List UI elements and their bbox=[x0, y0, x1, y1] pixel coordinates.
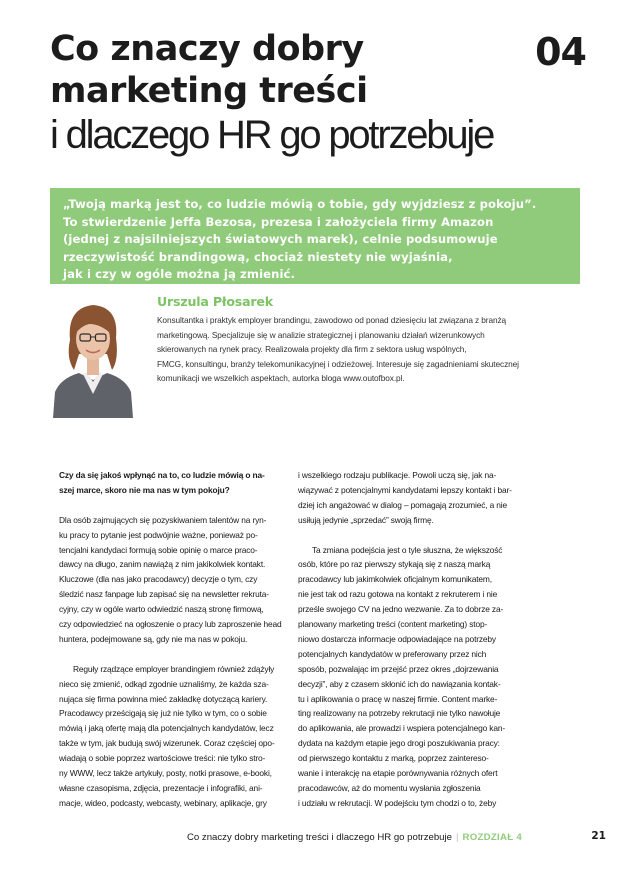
lead-question-line: szej marce, skoro nie ma nas w tym pokoju? bbox=[59, 484, 230, 495]
body-text-line: mówią i jaką ofertę mają dla potencjalnych kandydatów, lecz bbox=[59, 723, 274, 734]
article-title bbox=[50, 28, 530, 158]
body-text-line: i wszelkiego rodzaju publikacje. Powoli uczą się, jak na- bbox=[298, 470, 497, 480]
title-line-3: i dlaczego HR go potrzebuje bbox=[50, 113, 494, 157]
body-text-line: decyzji”, aby z czasem skłonić ich do nawiązania kontak- bbox=[298, 678, 501, 689]
body-text-line: macje, wideo, podcasty, webcasty, webinary, aplikacje, gry bbox=[59, 797, 267, 808]
body-text-line: cyjny, czy w ogóle warto odwiedzić naszą stronę firmową, bbox=[59, 604, 264, 615]
quote-line: To stwierdzenie Jeffa Bezosa, prezesa i założyciela firmy Amazon bbox=[63, 214, 494, 229]
body-text-line: osób, które po raz pierwszy stykają się z naszą marką bbox=[298, 559, 491, 570]
author-bio-line: skierowanych na rynek pracy. Realizowała projekty dla firm z sektora usług wspólnych, bbox=[157, 344, 467, 355]
author-bio-line: komunikacji we wszelkich aspektach, autorka bloga www.outofbox.pl. bbox=[157, 373, 405, 384]
body-text-line: niowo dostarcza informacje odpowiadające na potrzeby bbox=[298, 633, 496, 644]
body-text-line: usiłują jedynie „sprzedać” swoją firmę. bbox=[298, 514, 434, 525]
body-text-line: sposób, pozwalając im przejść przez okres „dojrzewania bbox=[298, 663, 499, 674]
body-text-line: od pierwszego kontaktu z marką, poprzez zaintereso- bbox=[298, 753, 489, 764]
body-text-line: wanie i interakcję na etapie porównywania różnych ofert bbox=[298, 768, 498, 779]
body-text-line: tu i aplikowania o pracę w naszej firmie. Content marke- bbox=[298, 693, 498, 704]
title-line-2: marketing treści bbox=[50, 71, 368, 111]
quote-line: rzeczywistość brandingową, chociaż niestety nie wyjaśnia, bbox=[63, 249, 453, 264]
body-text-line: tencjalni kandydaci formują sobie opinię o marce praco- bbox=[59, 544, 258, 555]
paragraph-gap bbox=[298, 528, 538, 543]
footer-separator: | bbox=[456, 832, 459, 843]
body-text-line: dawcy na długo, zanim nawiążą z nim jakikolwiek kontakt. bbox=[59, 559, 266, 570]
lead-question-line: Czy da się jakoś wpłynąć na to, co ludzie mówią o na- bbox=[59, 470, 265, 480]
body-text-line: do aplikowania, ale prowadzi i wspiera potencjalnego kan- bbox=[298, 723, 506, 734]
body-text-line: ting realizowany na potrzeby rekrutacji nie tylko nawołuje bbox=[298, 708, 501, 719]
body-text-line: Dla osób zajmujących się pozyskiwaniem talentów na ryn- bbox=[59, 514, 267, 525]
author-name: Urszula Płosarek bbox=[157, 294, 273, 309]
paragraph-gap bbox=[59, 498, 299, 513]
body-text-line: własne czasopisma, zdjęcia, prezentacje i infografiki, ani- bbox=[59, 783, 263, 793]
body-text-line: nie jest tak od razu gotowa na kontakt z rekruterem i nie bbox=[298, 589, 498, 600]
page-number: 21 bbox=[591, 830, 606, 842]
article-column-right bbox=[298, 468, 538, 811]
title-line-1: Co znaczy dobry bbox=[50, 29, 364, 69]
body-text-line: Ta zmiana podejścia jest o tyle słuszna, że większość bbox=[312, 544, 503, 555]
body-text-line: i udziału w rekrutacji. W podejściu tym chodzi o to, żeby bbox=[298, 797, 497, 808]
body-text-line: Kluczowe (dla nas jako pracodawcy) decyzje o tym, czy bbox=[59, 574, 258, 585]
body-text-line: czy odpowiedzieć na ogłoszenie o pracy lub zaproszenie head bbox=[59, 619, 282, 630]
body-text-line: huntera, podejmowane są, gdy nie ma nas w pokoju. bbox=[59, 633, 248, 644]
body-text-line: prześle swojego CV na jedno wezwanie. Za to dobrze za- bbox=[298, 604, 504, 615]
body-text-line: śledzić nasz fanpage lub zapisać się na newsletter rekruta- bbox=[59, 589, 269, 600]
body-text-line: wiązywać z potencjalnymi kandydatami lepszy kontakt i bar- bbox=[298, 484, 512, 495]
running-title: Co znaczy dobry marketing treści i dlaczego HR go potrzebuje bbox=[186, 832, 452, 843]
body-text-line: Reguły rządzące employer brandingiem również zdążyły bbox=[73, 663, 275, 674]
body-text-line: ny WWW, lecz także artykuły, posty, notki prasowe, e-booki, bbox=[59, 768, 272, 779]
body-text-line: nieco się zmienić, odkąd zgodnie uznaliśmy, że każda sza- bbox=[59, 678, 269, 689]
body-text-line: dziej ich angażować w dialog – pomagają zrozumieć, a nie bbox=[298, 499, 508, 510]
author-bio bbox=[157, 313, 517, 386]
chapter-label: ROZDZIAŁ 4 bbox=[462, 832, 522, 843]
body-text-line: także w tym, jak budują swój wizerunek. Coraz częściej opo- bbox=[59, 738, 275, 749]
quote-line: „Twoją marką jest to, co ludzie mówią o tobie, gdy wyjdziesz z pokoju”. bbox=[63, 197, 537, 211]
body-text-line: pracodawcy lub jakimkolwiek oficjalnym komunikatem, bbox=[298, 574, 492, 585]
body-text-line: ku pracy to pytanie jest podwójnie ważne, ponieważ po- bbox=[59, 529, 258, 540]
body-text-line: Pracodawcy prześcigają się już nie tylko w tym, co o sobie bbox=[59, 708, 267, 719]
body-text-line: potencjalnych kandydatów w preferowany przez nich bbox=[298, 648, 487, 659]
body-text-line: nująca się firma powinna mieć zakładkę dotyczącą kariery. bbox=[59, 693, 268, 704]
quote-line: jak i czy w ogóle można ją zmienić. bbox=[63, 267, 296, 281]
author-bio-line: Konsultantka i praktyk employer brandingu, zawodowo od ponad dziesięciu lat związana z branżą bbox=[157, 315, 507, 325]
chapter-number: 04 bbox=[535, 30, 586, 74]
body-text-line: wiadają o sobie poprzez wartościowe treści: nie tylko stro- bbox=[59, 753, 266, 764]
quote-line: (jednej z najsilniejszych światowych marek), celnie podsumowuje bbox=[63, 232, 498, 246]
article-column-left bbox=[59, 468, 299, 811]
body-text-line: dydata na każdym etapie jego drogi poszukiwania pracy: bbox=[298, 738, 500, 749]
body-text-line: planowany marketing treści (content marketing) stop- bbox=[298, 619, 488, 630]
paragraph-gap bbox=[59, 647, 299, 662]
running-footer bbox=[187, 832, 522, 843]
author-bio-line: marketingową. Specjalizuje się w analizie strategicznej i planowaniu działań wizerunkowych bbox=[157, 329, 485, 340]
author-photo bbox=[49, 294, 137, 418]
lead-quote-box bbox=[50, 188, 580, 284]
body-text-line: pracodawców, aż do momentu wysłania zgłoszenia bbox=[298, 783, 481, 794]
author-bio-line: FMCG, konsultingu, branży telekomunikacyjnej i odzieżowej. Interesuje się zagadnieniami skutecznej bbox=[157, 358, 519, 369]
